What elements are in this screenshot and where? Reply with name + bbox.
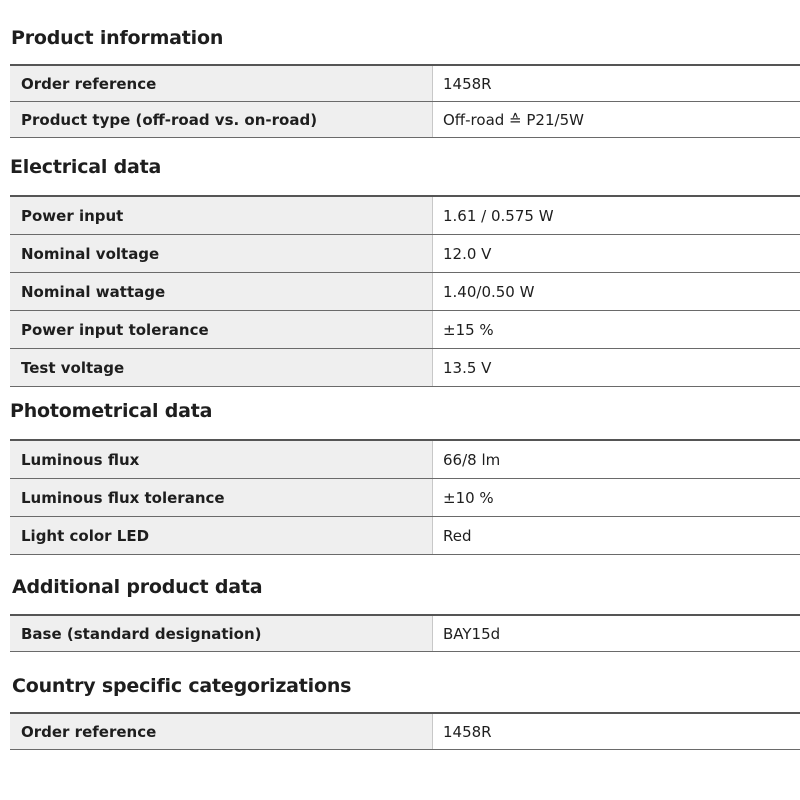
row-label: Luminous flux	[10, 441, 433, 478]
product-information-table	[10, 64, 800, 138]
section-title: Photometrical data	[10, 400, 213, 422]
table-row	[10, 102, 800, 138]
table-row	[10, 311, 800, 349]
electrical-data-table	[10, 195, 800, 387]
country-specific-categorizations-table	[10, 712, 800, 750]
table-row	[10, 714, 800, 750]
row-label: Order reference	[10, 66, 433, 101]
row-value: Red	[433, 517, 800, 554]
row-value: 1.40/0.50 W	[433, 273, 800, 310]
table-row	[10, 197, 800, 235]
row-value: 1.61 / 0.575 W	[433, 197, 800, 234]
row-label: Light color LED	[10, 517, 433, 554]
row-value: ±10 %	[433, 479, 800, 516]
table-row	[10, 349, 800, 387]
row-value: 13.5 V	[433, 349, 800, 386]
section-title: Additional product data	[12, 576, 263, 598]
table-row	[10, 479, 800, 517]
row-label: Power input tolerance	[10, 311, 433, 348]
row-value: 12.0 V	[433, 235, 800, 272]
additional-product-data-table	[10, 614, 800, 652]
row-value: 1458R	[433, 714, 800, 749]
row-value: ±15 %	[433, 311, 800, 348]
row-label: Base (standard designation)	[10, 616, 433, 651]
table-row	[10, 441, 800, 479]
table-row	[10, 273, 800, 311]
row-label: Nominal wattage	[10, 273, 433, 310]
table-row	[10, 616, 800, 652]
row-label: Order reference	[10, 714, 433, 749]
row-value: Off-road ≙ P21/5W	[433, 102, 800, 137]
section-title: Product information	[11, 27, 224, 49]
row-label: Luminous flux tolerance	[10, 479, 433, 516]
row-value: 1458R	[433, 66, 800, 101]
table-row	[10, 517, 800, 555]
row-label: Power input	[10, 197, 433, 234]
row-value: 66/8 lm	[433, 441, 800, 478]
table-row	[10, 235, 800, 273]
section-title: Electrical data	[10, 156, 162, 178]
row-label: Test voltage	[10, 349, 433, 386]
table-row	[10, 66, 800, 102]
section-title: Country specific categorizations	[12, 675, 352, 697]
photometrical-data-table	[10, 439, 800, 555]
row-value: BAY15d	[433, 616, 800, 651]
row-label: Product type (off-road vs. on-road)	[10, 102, 433, 137]
row-label: Nominal voltage	[10, 235, 433, 272]
